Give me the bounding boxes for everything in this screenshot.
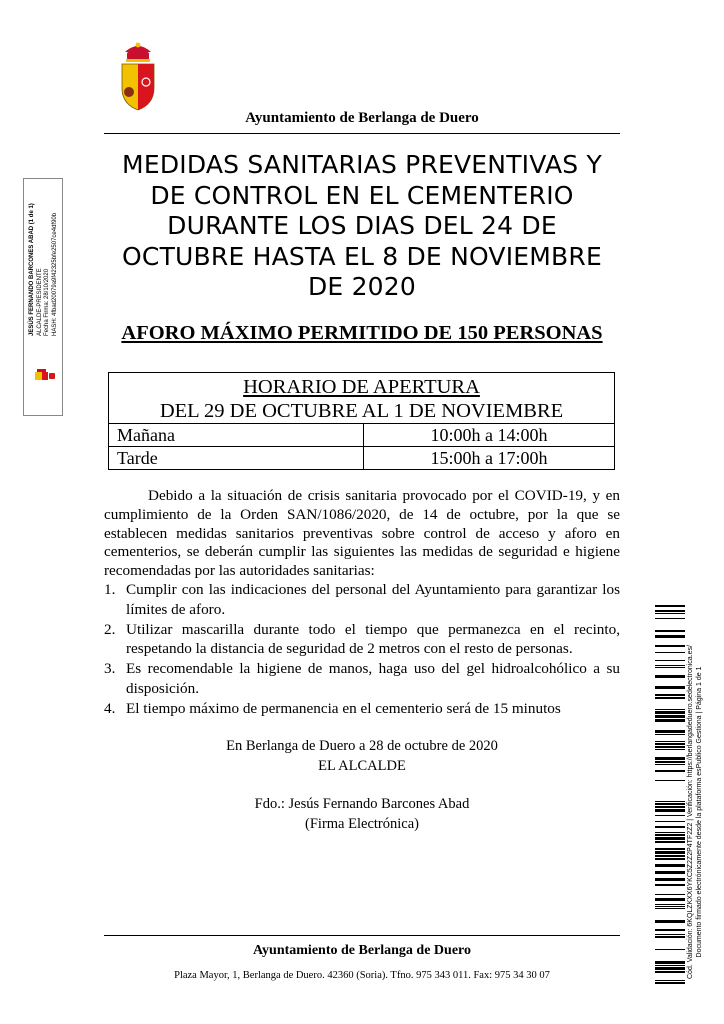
schedule-heading: HORARIO DE APERTURA xyxy=(243,376,480,398)
main-title-line: MEDIDAS SANITARIAS PREVENTIVAS Y xyxy=(122,150,602,179)
barcode-bar xyxy=(655,764,685,765)
barcode-bar xyxy=(655,675,685,678)
barcode-bar xyxy=(655,806,685,808)
verification-text xyxy=(686,632,704,992)
stamp-date: Fecha Firma: 28/10/2020 xyxy=(44,268,50,336)
barcode-bar xyxy=(655,848,685,850)
footer-institution: Ayuntamiento de Berlanga de Duero xyxy=(252,943,472,958)
intro-paragraph: Debido a la situación de crisis sanitaria provocado por el COVID-19, y en cumplimiento de la Orden SAN/1086/2020, de 14 de octubre, por la que se establecen medidas sanitarios preventivas sobre control de acceso y aforo en cementerios, se deberán cumplir las siguientes las medidas de seguridad e higiene recomendadas por las autoridades sanitarias: xyxy=(104,487,620,580)
list-item-number: 1. xyxy=(104,581,116,598)
signature-role: EL ALCALDE xyxy=(318,758,406,774)
list-item xyxy=(104,620,620,660)
barcode-bar xyxy=(655,809,685,812)
barcode-bar xyxy=(655,898,685,901)
schedule-row xyxy=(109,446,614,469)
barcode-bar xyxy=(655,761,685,763)
schedule-row-label: Mañana xyxy=(109,424,364,446)
barcode-bar xyxy=(655,858,685,860)
barcode-bar xyxy=(655,610,685,612)
schedule-table xyxy=(108,372,615,470)
stamp-hash: HASH: 4fbad20079a9f42325bfe2507ce4df90b xyxy=(51,212,58,336)
barcode-bar xyxy=(655,715,685,718)
barcode-bar xyxy=(655,730,685,733)
barcode-bar xyxy=(655,665,685,666)
footer-address: Plaza Mayor, 1, Berlanga de Duero. 42360 (Soria). Tfno. 975 343 011. Fax: 975 34 30 07 xyxy=(174,970,550,981)
barcode-bar xyxy=(655,949,685,950)
barcode-bar xyxy=(655,667,685,668)
list-item-number: 2. xyxy=(104,620,116,638)
footer-rule xyxy=(104,935,620,936)
barcode-bar xyxy=(655,694,685,696)
barcode-bar xyxy=(655,780,685,781)
stamp-signer: JESÚS FERNANDO BARCONES ABAD (1 de 1) xyxy=(29,203,35,336)
barcode-bar xyxy=(655,834,685,836)
list-item xyxy=(104,580,620,620)
measures-list xyxy=(104,580,620,719)
list-item-number: 4. xyxy=(104,699,116,717)
barcode-bar xyxy=(655,878,685,881)
barcode-bar xyxy=(655,697,685,699)
main-title-line: OCTUBRE HASTA EL 8 DE NOVIEMBRE xyxy=(122,241,602,271)
barcode-bar xyxy=(655,864,685,867)
barcode-bar xyxy=(655,971,685,973)
barcode-bar xyxy=(655,961,685,964)
verification-line: Cód. Validación: 6KQLZKXX6YKC5Z2Z2P4TF2Z2 | Verificación: https://berlangadeduero.sedelectronica.es/ xyxy=(687,645,694,979)
signature-stamp xyxy=(23,178,63,416)
barcode-bar xyxy=(655,908,685,909)
schedule-row-hours: 15:00h a 17:00h xyxy=(430,448,548,468)
barcode-bar xyxy=(655,618,685,619)
barcode-bar xyxy=(655,832,685,833)
barcode-bar xyxy=(655,749,685,750)
barcode-bar xyxy=(655,851,685,854)
main-title-line: DE CONTROL EN EL CEMENTERIO xyxy=(150,180,574,210)
barcode-bar xyxy=(655,746,685,748)
barcode-bar xyxy=(655,936,685,938)
barcode-bar xyxy=(655,837,685,840)
barcode-bar xyxy=(655,920,685,923)
barcode-bar xyxy=(655,906,685,907)
capacity-notice: AFORO MÁXIMO PERMITIDO DE 150 PERSONAS xyxy=(121,322,603,344)
signature-place-date: En Berlanga de Duero a 28 de octubre de 2020 xyxy=(226,738,498,754)
list-item-text: Cumplir con las indicaciones del personal del Ayuntamiento para garantizar los límites de aforo. xyxy=(126,581,620,618)
barcode-bar xyxy=(655,980,685,981)
barcode-bar xyxy=(655,686,685,689)
barcode-bar xyxy=(655,635,685,638)
list-item-text: Utilizar mascarilla durante todo el tiempo que permanezca en el recinto, respetando la distancia de seguridad de 2 metros con el resto de personas. xyxy=(126,620,620,658)
barcode-bar xyxy=(655,871,685,874)
schedule-row-label: Tarde xyxy=(109,447,364,469)
barcode-bar xyxy=(655,904,685,905)
barcode-bar xyxy=(655,965,685,966)
barcode-bar xyxy=(655,652,685,653)
header-institution: Ayuntamiento de Berlanga de Duero xyxy=(245,110,479,126)
list-item-number: 3. xyxy=(104,660,116,678)
barcode-bar xyxy=(655,709,685,710)
main-title-line: DURANTE LOS DIAS DEL 24 DE xyxy=(167,211,557,240)
barcode-bar xyxy=(655,719,685,722)
schedule-header xyxy=(109,373,614,423)
barcode-bar xyxy=(655,855,685,857)
barcode-bar xyxy=(655,841,685,843)
signature-type: (Firma Electrónica) xyxy=(305,816,419,832)
barcode-bar xyxy=(655,821,685,822)
schedule-period: DEL 29 DE OCTUBRE AL 1 DE NOVIEMBRE xyxy=(159,400,564,422)
schedule-row-hours: 10:00h a 14:00h xyxy=(430,425,548,445)
list-item-text: Es recomendable la higiene de manos, haga uso del gel hidroalcohólico a su disposición. xyxy=(126,660,620,697)
main-title-line: DE 2020 xyxy=(307,272,417,301)
barcode-bar xyxy=(655,711,685,714)
barcode-bar xyxy=(655,894,685,895)
barcode-bar xyxy=(655,803,685,805)
list-item-text: El tiempo máximo de permanencia en el cementerio será de 15 minutos xyxy=(126,699,561,717)
main-title xyxy=(104,150,620,303)
barcode-bar xyxy=(655,734,685,735)
barcode-bar xyxy=(655,826,685,828)
barcode-bar xyxy=(655,770,685,772)
stamp-text xyxy=(29,186,59,336)
barcode-bar xyxy=(655,645,685,647)
barcode-bar xyxy=(655,630,685,632)
barcode-bar xyxy=(655,743,685,745)
list-item xyxy=(104,699,620,719)
barcode-bar xyxy=(655,613,685,614)
list-item xyxy=(104,659,620,699)
header-rule xyxy=(104,133,620,134)
schedule-row xyxy=(109,423,614,446)
barcode-bar xyxy=(655,741,685,742)
barcode-bar xyxy=(655,605,685,607)
barcode-bar xyxy=(655,815,685,816)
barcode-bar xyxy=(655,967,685,970)
barcode-bar xyxy=(655,934,685,935)
barcode-bar xyxy=(655,757,685,760)
barcode-bar xyxy=(655,801,685,802)
barcode-bar xyxy=(655,982,685,984)
stamp-role: ALCALDE-PRESIDENTE xyxy=(36,268,43,336)
barcode-bar xyxy=(655,884,685,886)
stamp-logo-icon xyxy=(34,369,56,383)
signature-name: Fdo.: Jesús Fernando Barcones Abad xyxy=(254,796,470,812)
barcode-icon xyxy=(655,605,685,989)
barcode-bar xyxy=(655,660,685,661)
barcode-bar xyxy=(655,929,685,931)
verification-line: Documento firmado electrónicamente desde la plataforma esPublico Gestiona | Página 1 de 1 xyxy=(696,666,703,958)
coat-of-arms-icon xyxy=(118,42,158,114)
